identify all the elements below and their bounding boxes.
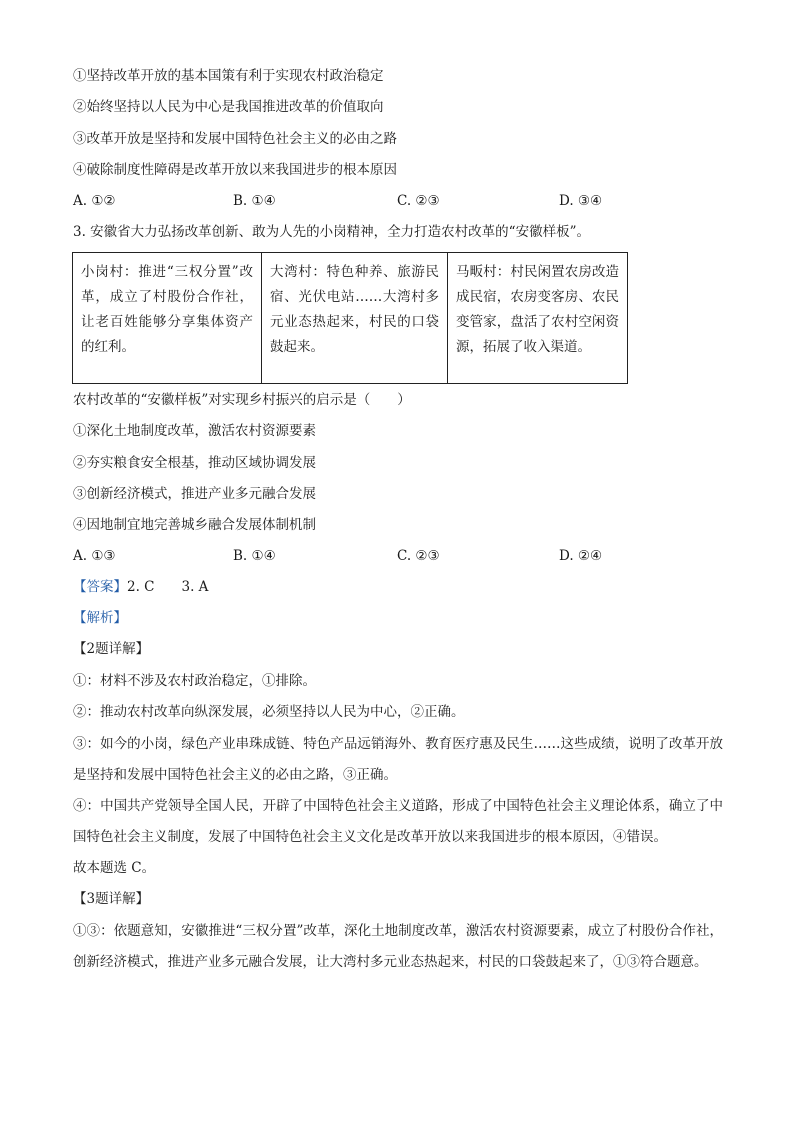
q2-item-1: ①坚持改革开放的基本国策有利于实现农村政治稳定 — [73, 68, 384, 84]
q3-item-1: ①深化土地制度改革，激活农村资源要素 — [73, 423, 316, 439]
q2-item-2: ②始终坚持以人民为中心是我国推进改革的价值取向 — [73, 99, 384, 115]
q3-item-3: ③创新经济模式，推进产业多元融合发展 — [73, 486, 316, 502]
q2-options — [73, 191, 633, 211]
detail3-para: ①③：依题意知，安徽推进“三权分置”改革，深化土地制度改革，激活农村资源要素，成立了村股份合作社，创新经济模式，推进产业多元融合发展，让大湾村多元业态热起来，村民的口袋鼓起来了，①③符合题意。 — [73, 923, 723, 970]
q3-item-2: ②夯实粮食安全根基，推动区域协调发展 — [73, 455, 316, 471]
q2-option-c: C. ②③ — [397, 193, 440, 209]
answer-line — [73, 577, 208, 597]
q3-option-a: A. ①③ — [73, 548, 116, 564]
answer-text: 2. C 3. A — [127, 579, 209, 595]
table-cell-dawan: 大湾村：特色种养、旅游民宿、光伏电站……大湾村多元业态热起来，村民的口袋鼓起来。 — [262, 253, 448, 384]
answer-tag: 【答案】 — [73, 579, 127, 595]
q3-option-b: B. ①④ — [233, 548, 276, 564]
q3-question: 农村改革的“安徽样板”对实现乡村振兴的启示是（ ） — [73, 392, 411, 408]
detail2-line-1: ①：材料不涉及农村政治稳定，①排除。 — [73, 673, 316, 689]
detail2-line-2: ②：推动农村改革向纵深发展，必须坚持以人民为中心，②正确。 — [73, 704, 465, 720]
q3-option-c: C. ②③ — [397, 548, 440, 564]
q2-item-4: ④破除制度性障碍是改革开放以来我国进步的根本原因 — [73, 162, 397, 178]
detail2-para-3: ③：如今的小岗，绿色产业串珠成链、特色产品远销海外、教育医疗惠及民生……这些成绩，说明了改革开放是坚持和发展中国特色社会主义的必由之路，③正确。 — [73, 736, 723, 783]
q3-option-d: D. ②④ — [559, 548, 603, 564]
q3-item-4: ④因地制宜地完善城乡融合发展体制机制 — [73, 517, 316, 533]
q3-stem: 3. 安徽省大力弘扬改革创新、敢为人先的小岗精神，全力打造农村改革的“安徽样板”。 — [73, 224, 590, 240]
detail2-para-4: ④：中国共产党领导全国人民，开辟了中国特色社会主义道路，形成了中国特色社会主义理论体系，确立了中国特色社会主义制度，发展了中国特色社会主义文化是改革开放以来我国进步的根本原因，④错误。 — [73, 798, 723, 845]
q2-option-b: B. ①④ — [233, 193, 276, 209]
detail2-conclusion: 故本题选 C。 — [73, 860, 156, 876]
table-cell-xiaogang: 小岗村：推进“三权分置”改革，成立了村股份合作社，让老百姓能够分享集体资产的红利。 — [73, 253, 262, 384]
table-cell-mafan: 马畈村：村民闲置农房改造成民宿，农房变客房、农民变管家，盘活了农村空闲资源，拓展了收入渠道。 — [448, 253, 628, 384]
analysis-tag: 【解析】 — [73, 610, 127, 626]
q2-item-3: ③改革开放是坚持和发展中国特色社会主义的必由之路 — [73, 131, 397, 147]
q2-option-a: A. ①② — [73, 193, 116, 209]
detail2-tag: 【2题详解】 — [73, 641, 150, 657]
q3-material-table — [72, 252, 628, 384]
detail3-tag: 【3题详解】 — [73, 891, 150, 907]
q3-options — [73, 546, 633, 566]
q2-option-d: D. ③④ — [559, 193, 603, 209]
